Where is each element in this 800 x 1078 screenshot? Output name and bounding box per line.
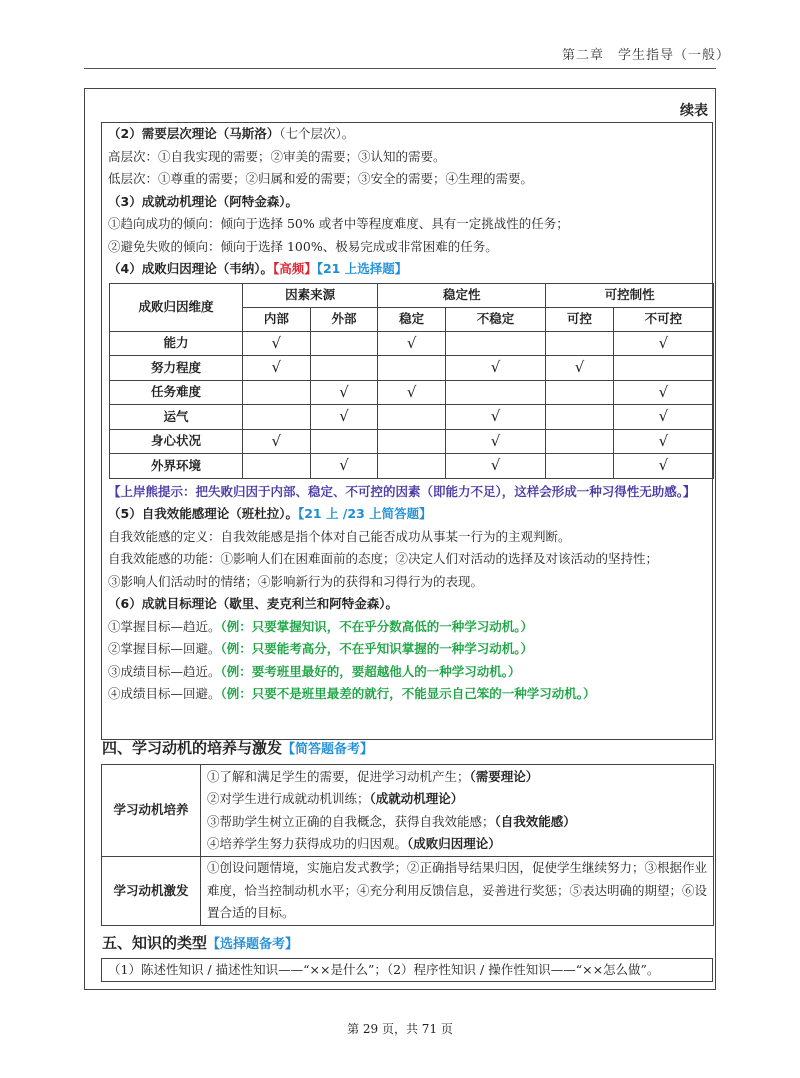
cultivation-text: ③帮助学生树立正确的自我概念，获得自我效能感； [207,813,495,829]
goal-item-text: ②掌握目标—回避。 [108,641,221,656]
attribution-factor: 运气 [110,405,243,430]
knowledge-types-box: （1）陈述性知识 / 描述性知识——“××是什么”；（2）程序性知识 / 操作性知识——“××怎么做”。 [101,958,713,982]
empty-cell [310,356,378,381]
cultivation-item [207,833,707,856]
attribution-row [110,454,714,479]
empty-cell [310,331,378,356]
goal-item-text: ③成绩目标—趋近。 [108,663,221,679]
cultivation-cell [201,765,714,857]
cultivation-text: ①了解和满足学生的需要，促进学习动机产生； [207,768,470,784]
empty-cell [378,454,446,479]
group-header: 可控制性 [546,283,714,307]
check-icon: √ [339,407,349,425]
check-icon: √ [406,382,417,401]
check-mark-cell [613,429,713,454]
check-icon: √ [490,407,501,425]
stimulation-label: 学习动机激发 [102,857,201,926]
empty-cell [546,454,614,479]
check-mark-cell [378,331,446,356]
attribution-table-body [110,331,714,478]
efficacy-definition: 自我效能感的定义：自我效能感是指个体对自己能否成功从事某一行为的主观判断。 [108,528,571,544]
check-icon: √ [490,431,501,450]
maslow-title-line [108,123,706,146]
attribution-row [110,331,714,356]
check-icon: √ [271,431,282,450]
goal-item [108,683,706,706]
check-icon: √ [490,456,501,474]
subheader: 不稳定 [445,307,545,331]
check-icon: √ [658,456,669,474]
running-header: 第二章 学生指导（一般） [561,48,730,63]
goal-item-example: （例：只要能考高分，不在乎知识掌握的一种学习动机。） [220,641,534,656]
achievement-l2: ②避免失败的倾向：倾向于选择 100%、极易完成或非常困难的任务。 [108,238,498,254]
maslow-low: 低层次：①尊重的需要；②归属和爱的需要；③安全的需要；④生理的需要。 [108,171,534,186]
empty-cell [546,429,614,454]
attribution-row [110,429,714,454]
check-mark-cell [243,356,311,381]
attribution-title-line [108,258,706,281]
group-header: 因素来源 [243,283,378,307]
tag-choice-question: 【21 上选择题】 [316,261,408,276]
achievement-l1: ①趋向成功的倾向：倾向于选择 50% 或者中等程度难度、具有一定挑战性的任务； [108,216,569,231]
check-mark-cell [243,331,311,356]
check-icon: √ [490,358,501,376]
check-icon: √ [658,382,669,401]
empty-cell [546,405,614,430]
check-icon: √ [658,431,669,450]
tip-text: 【上岸熊提示：把失败归因于内部、稳定、不可控的因素（即能力不足），这样会形成一种习得性无助感。】 [108,483,696,499]
attribution-table [109,283,714,479]
efficacy-function-1: 自我效能感的功能：①影响人们在困难面前的态度；②决定人们对活动的选择及对该活动的坚持性； [108,551,659,566]
subheader: 稳定 [378,307,446,331]
cultivation-text: ④培养学生努力获得成功的归因观。 [207,836,408,851]
goal-item [108,638,706,661]
check-mark-cell [243,429,311,454]
attribution-factor: 努力程度 [110,356,243,381]
cultivation-item [207,788,707,811]
group-header: 稳定性 [378,283,546,307]
empty-cell [310,429,378,454]
check-mark-cell [613,380,713,405]
check-icon: √ [658,333,669,352]
empty-cell [243,380,311,405]
check-mark-cell [546,356,614,381]
efficacy-title-line [108,503,706,526]
goal-item-example: （例：只要不是班里最差的就行，不能显示自己笨的一种学习动机。） [220,686,596,701]
achievement-title: （3）成就动机理论（阿特金森）。 [108,193,298,209]
section-4-title [102,737,373,758]
goal-title: （6）成就目标理论（歇里、麦克利兰和阿特金森）。 [108,596,398,611]
section-5-tag: 【选择题备考】 [207,937,299,952]
subheader: 可控 [546,307,614,331]
efficacy-title: （5）自我效能感理论（班杜拉）。 [108,506,298,521]
attribution-factor: 外界环境 [110,454,243,479]
attribution-factor: 能力 [110,331,243,356]
attribution-row [110,356,714,381]
attribution-row [110,380,714,405]
empty-cell [243,405,311,430]
check-icon: √ [406,333,417,352]
maslow-high: 高层次：①自我实现的需要；②审美的需要；③认知的需要。 [108,148,446,164]
empty-cell [613,356,713,381]
check-mark-cell [445,405,545,430]
goal-item-example: （例：只要掌握知识，不在乎分数高低的一种学习动机。） [220,618,534,634]
cultivation-label: 学习动机培养 [102,765,201,857]
check-mark-cell [445,454,545,479]
empty-cell [243,454,311,479]
check-mark-cell [445,356,545,381]
check-mark-cell [310,380,378,405]
empty-cell [445,380,545,405]
efficacy-function-2: ③影响人们活动时的情绪；④影响新行为的获得和习得行为的表现。 [108,573,484,589]
cultivation-theory: （自我效能感） [494,813,576,829]
maslow-title: （2）需要层次理论（马斯洛） [108,126,280,141]
continued-label: 续表 [680,103,708,119]
check-mark-cell [310,454,378,479]
check-icon: √ [271,333,282,352]
check-icon: √ [574,358,585,376]
attribution-row [110,405,714,430]
tag-high-frequency: 【高频】 [272,261,317,276]
check-mark-cell [378,380,446,405]
theory-box [101,122,713,740]
maslow-note: （七个层次）。 [279,126,355,141]
empty-cell [546,331,614,356]
goal-item-text: ①掌握目标—趋近。 [108,618,221,634]
motivation-table [101,764,714,926]
empty-cell [378,356,446,381]
subheader: 内部 [243,307,311,331]
section-4-tag: 【简答题备考】 [282,742,374,757]
check-mark-cell [613,405,713,430]
cultivation-theory: （成败归因理论） [407,836,501,851]
header-rule [84,68,716,69]
subheader: 不可控 [613,307,713,331]
cultivation-text: ②对学生进行成就动机训练； [207,791,370,806]
empty-cell [378,429,446,454]
check-icon: √ [658,407,669,425]
check-mark-cell [445,429,545,454]
check-icon: √ [339,382,349,401]
attribution-factor: 身心状况 [110,429,243,454]
empty-cell [378,405,446,430]
section-4-heading: 四、学习动机的培养与激发 [102,739,283,757]
cultivation-theory: （需要理论） [469,768,539,784]
cultivation-theory: （成就动机理论） [369,791,464,806]
goal-item [108,616,706,639]
check-mark-cell [310,405,378,430]
dimension-header: 成败归因维度 [110,283,243,331]
check-icon: √ [339,456,349,474]
check-mark-cell [613,331,713,356]
stimulation-text: ①创设问题情境，实施启发式教学；②正确指导结果归因，促使学生继续努力；③根据作业难度，恰当控制动机水平；④充分利用反馈信息，妥善进行奖惩；⑤表达明确的期望；⑥设置合适的目标。 [201,857,714,926]
goal-item-text: ④成绩目标—回避。 [108,686,221,701]
empty-cell [546,380,614,405]
cultivation-item [207,811,707,834]
empty-cell [445,331,545,356]
goal-item-example: （例：要考班里最好的，要超越他人的一种学习动机。） [220,663,521,679]
check-icon: √ [271,358,282,376]
section-5-title [102,932,298,953]
attribution-title: （4）成败归因理论（韦纳）。 [108,261,273,276]
goal-item [108,661,706,684]
check-mark-cell [613,454,713,479]
cultivation-item [207,766,707,789]
attribution-factor: 任务难度 [110,380,243,405]
tag-short-answer: 【21 上 /23 上简答题】 [297,506,432,521]
subheader: 外部 [310,307,378,331]
section-5-heading: 五、知识的类型 [102,934,208,952]
page-number: 第 29 页，共 71 页 [347,1022,453,1036]
